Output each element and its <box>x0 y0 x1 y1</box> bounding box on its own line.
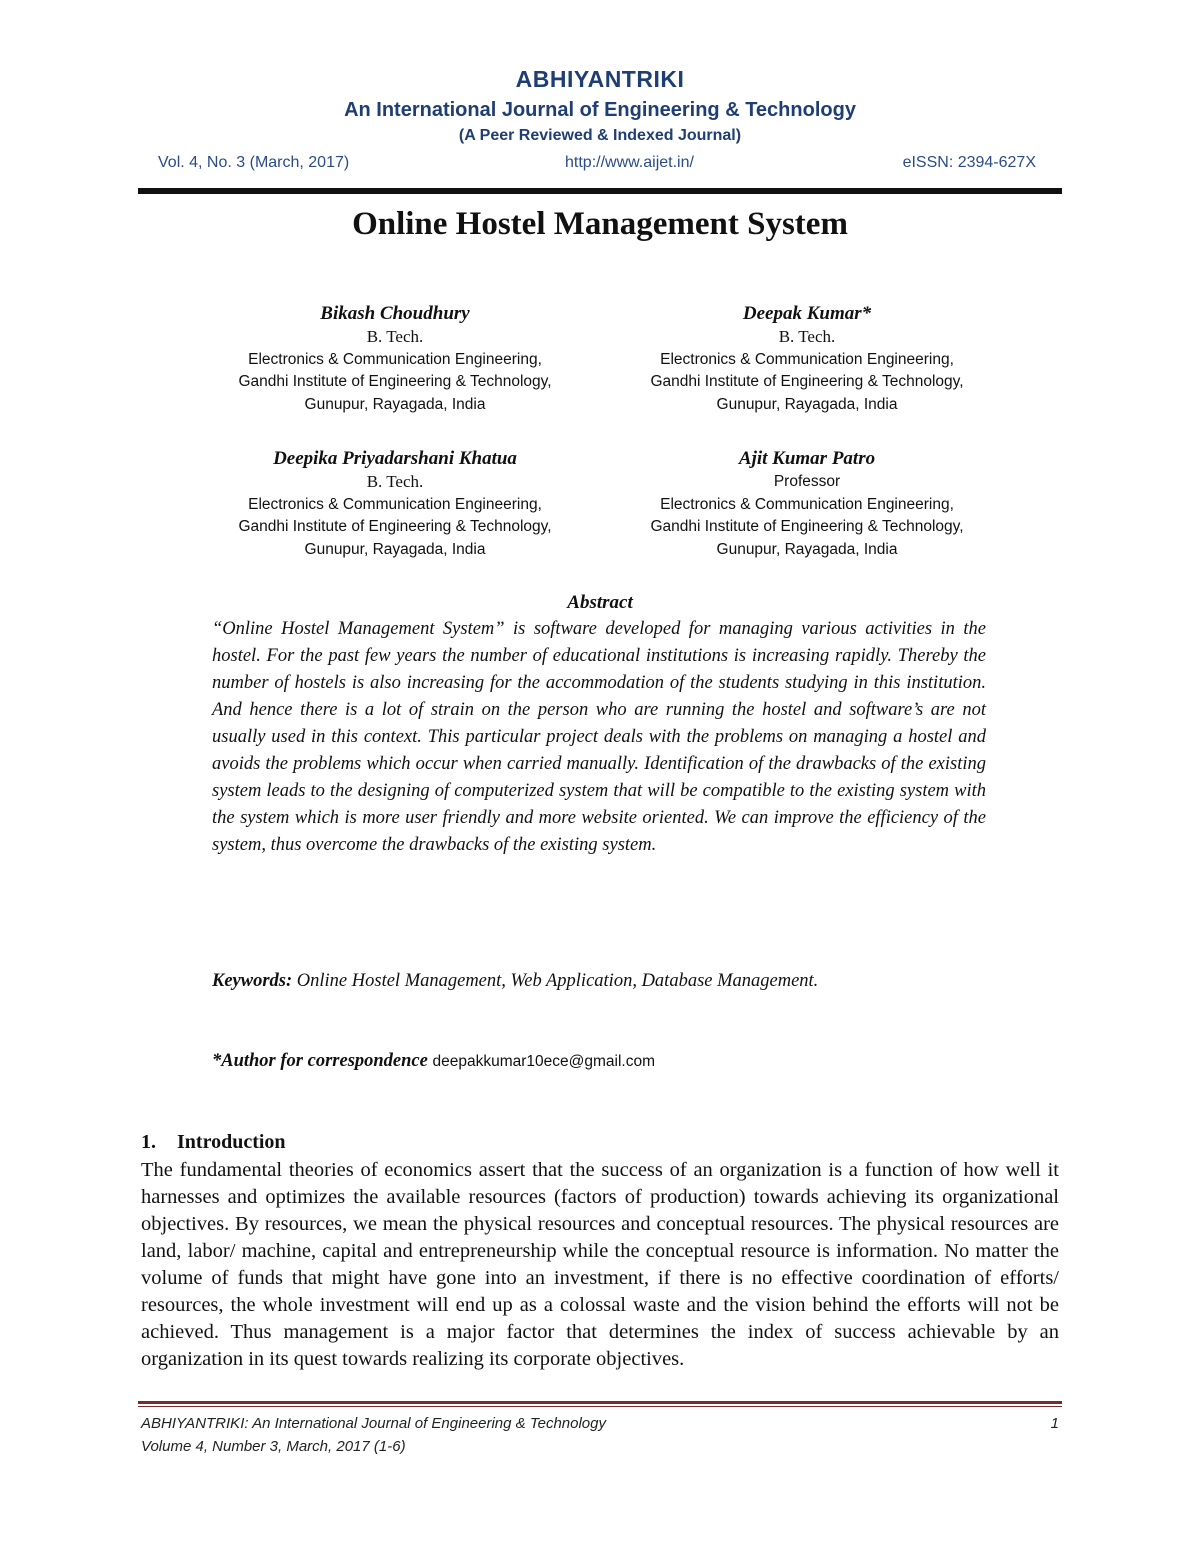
correspondence-label: *Author for correspondence <box>212 1051 428 1071</box>
footer-volume: Volume 4, Number 3, March, 2017 (1-6) <box>141 1438 406 1455</box>
author-role: B. Tech. <box>366 327 424 346</box>
author-location: Gunupur, Rayagada, India <box>716 395 898 413</box>
author-location: Gunupur, Rayagada, India <box>716 540 898 558</box>
abstract-text: “Online Hostel Management System” is software developed for managing various activities in the hostel. For the past few years the number of educational institutions is increasing rapidly. Thereby the number of hostels is also increasing for the accommodation of the students studying in this institution. And hence there is a lot of strain on the person who are running the hostel and software’s are not usually used in this context. This particular project deals with the problems on managing a hostel and avoids the problems which occur when carried manually. Identification of the drawbacks of the existing system leads to the designing of computerized system that will be compatible to the existing system with the system which is more user friendly and more website oriented. We can improve the efficiency of the system, thus overcome the drawbacks of the existing system. <box>212 619 986 855</box>
author-name: Deepak Kumar* <box>742 303 872 324</box>
author-institution: Gandhi Institute of Engineering & Technology, <box>650 518 964 535</box>
author-block <box>185 302 605 416</box>
author-location: Gunupur, Rayagada, India <box>304 395 486 413</box>
author-department: Electronics & Communication Engineering, <box>248 350 542 368</box>
correspondence <box>212 1048 986 1075</box>
section-number: 1. <box>141 1131 156 1153</box>
introduction-text: The fundamental theories of economics assert that the success of an organization is a function of how well it harnesses and optimizes the available resources (factors of production) towards achieving its organizational objectives. By resources, we mean the physical resources and conceptual resources. The physical resources are land, labor/ machine, capital and entrepreneurship while the conceptual resource is information. No matter the volume of funds that might have gone into an investment, if there is no effective coordination of efforts/ resources, the whole investment will end up as a colossal waste and the vision behind the efforts will not be achieved. Thus management is a major factor that determines the index of success achievable by an organization in its quest towards realizing its corporate objectives. <box>141 1159 1059 1370</box>
author-role: Professor <box>773 473 841 490</box>
correspondence-email-link[interactable]: deepakkumar10ece@gmail.com <box>432 1053 655 1070</box>
footer-divider-thin <box>138 1406 1062 1407</box>
author-role: B. Tech. <box>366 472 424 491</box>
page-number: 1 <box>1050 1415 1059 1432</box>
abstract-heading: Abstract <box>567 592 633 613</box>
keywords-text: Online Hostel Management, Web Application, Database Management. <box>296 971 819 991</box>
keywords <box>212 968 986 995</box>
journal-issn: eISSN: 2394-627X <box>902 154 1036 171</box>
author-location: Gunupur, Rayagada, India <box>304 540 486 558</box>
section-title: Introduction <box>177 1131 286 1153</box>
header-divider <box>138 188 1062 194</box>
author-institution: Gandhi Institute of Engineering & Technology, <box>238 518 552 535</box>
author-block <box>597 447 1017 561</box>
section-heading <box>141 1131 286 1154</box>
journal-name: ABHIYANTRIKI <box>515 66 685 92</box>
author-name: Bikash Choudhury <box>320 303 470 324</box>
author-role: B. Tech. <box>778 327 836 346</box>
author-name: Deepika Priyadarshani Khatua <box>273 448 517 469</box>
author-institution: Gandhi Institute of Engineering & Technology, <box>650 373 964 390</box>
keywords-label: Keywords: <box>212 971 293 991</box>
paper-title: Online Hostel Management System <box>352 206 848 242</box>
author-institution: Gandhi Institute of Engineering & Technology, <box>238 373 552 390</box>
author-name: Ajit Kumar Patro <box>738 448 876 469</box>
author-department: Electronics & Communication Engineering, <box>660 350 954 368</box>
journal-url-link[interactable]: http://www.aijet.in/ <box>565 154 694 171</box>
journal-subtitle: An International Journal of Engineering & Technology <box>344 99 856 121</box>
journal-volume: Vol. 4, No. 3 (March, 2017) <box>158 154 350 171</box>
author-block <box>597 302 1017 416</box>
author-block <box>185 447 605 561</box>
footer-divider <box>138 1401 1062 1404</box>
footer-journal: ABHIYANTRIKI: An International Journal of Engineering & Technology <box>141 1415 606 1432</box>
author-department: Electronics & Communication Engineering, <box>660 495 954 513</box>
journal-peer-review-note: (A Peer Reviewed & Indexed Journal) <box>458 127 742 144</box>
author-department: Electronics & Communication Engineering, <box>248 495 542 513</box>
